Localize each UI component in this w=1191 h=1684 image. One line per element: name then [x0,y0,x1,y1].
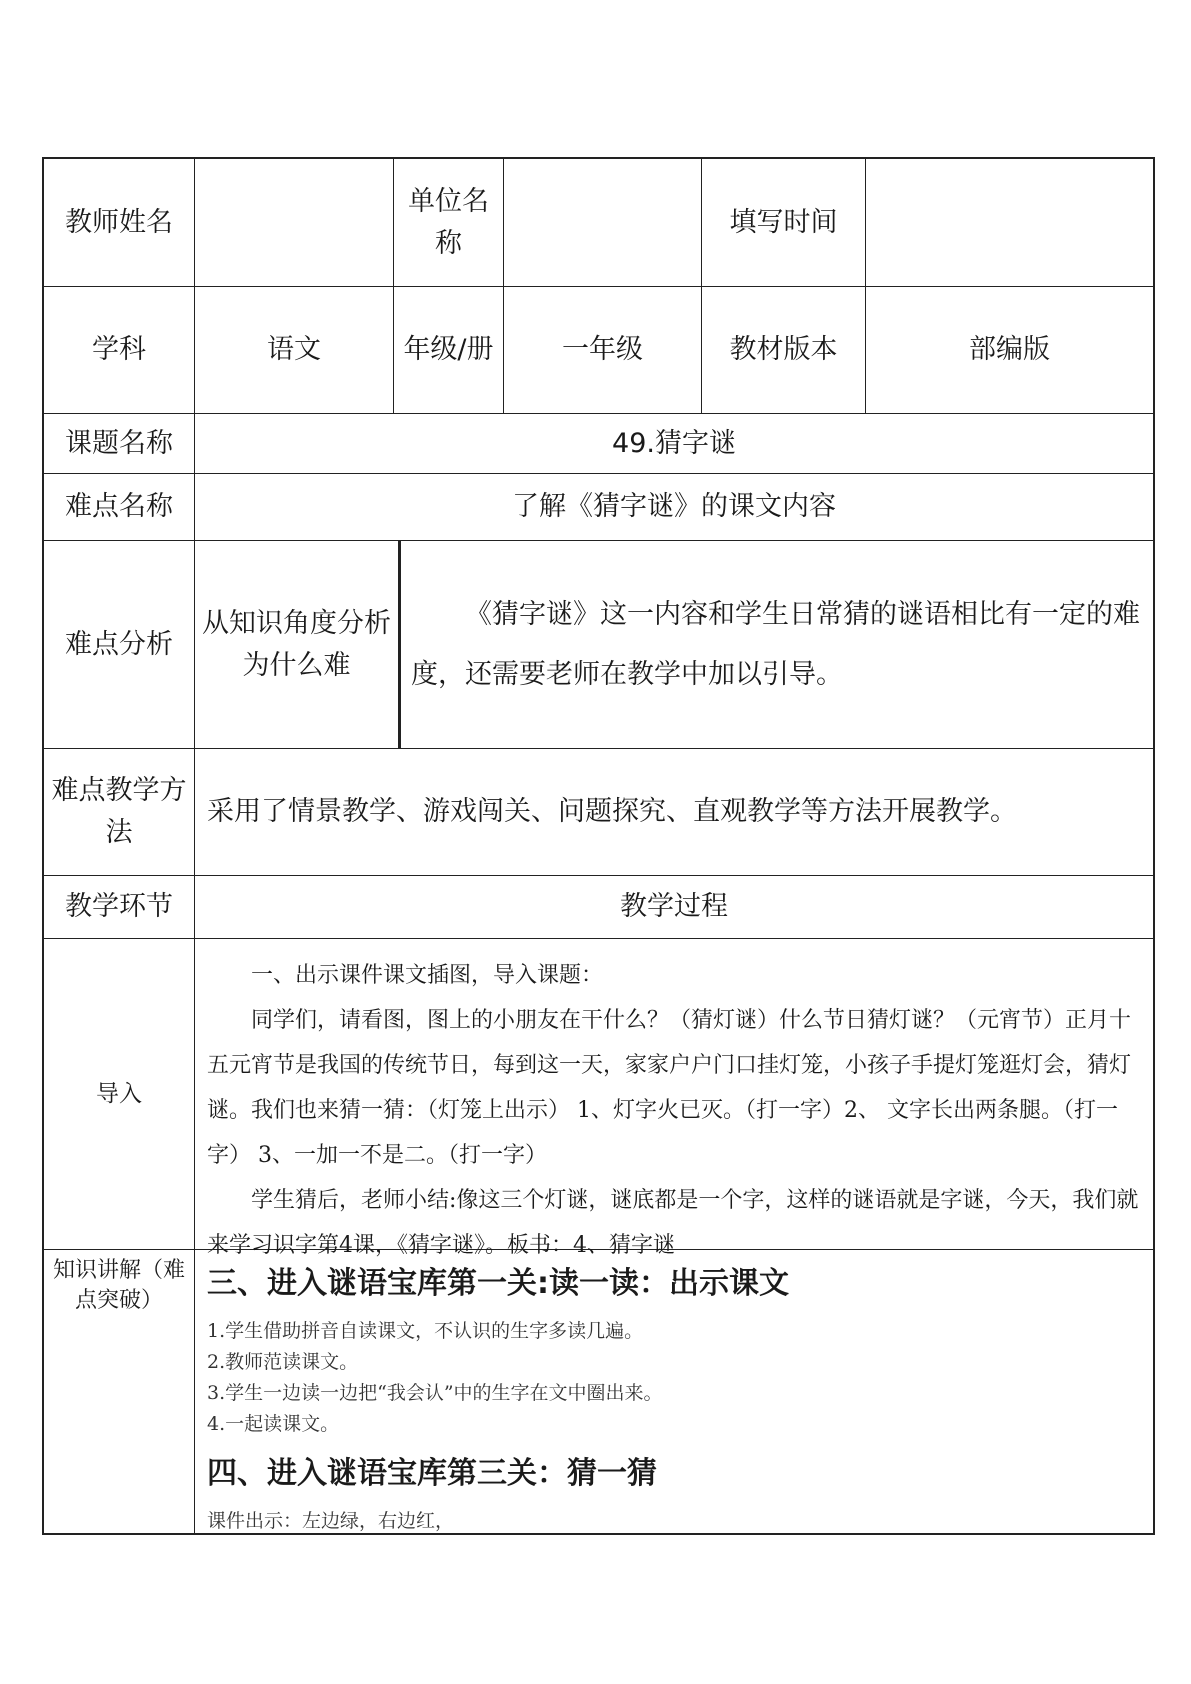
intro-label: 导入 [44,939,195,1249]
knowledge-step: 3.学生一边读一边把“我会认”中的生字在文中圈出来。 [207,1382,663,1404]
process-label: 教学过程 [620,891,728,922]
lesson-title-value: 49.猜字谜 [612,427,736,459]
analysis-paragraph: 《猜字谜》这一内容和学生日常猜的谜语相比有一定的难度，还需要老师在教学中加以引导。 [411,598,1140,690]
method-text: 采用了情景教学、游戏闯关、问题探究、直观教学等方法开展教学。 [207,796,1017,827]
unit-name-value[interactable] [504,159,702,286]
grade-label: 年级/册 [394,287,504,413]
method-label: 难点教学方法 [44,749,195,875]
row-difficulty-name [44,474,1153,541]
stage-label: 教学环节 [44,876,195,938]
knowledge-content [195,1250,1153,1533]
difficulty-value: 了解《猜字谜》的课文内容 [512,491,836,522]
intro-paragraph-1: 一、出示课件课文插图，导入课题： [251,963,604,988]
analysis-text [401,541,1153,748]
row-subject-info [44,287,1153,414]
teacher-name-label: 教师姓名 [44,159,195,286]
row-knowledge [44,1250,1153,1535]
intro-content [195,939,1153,1258]
row-teacher-info [44,159,1153,287]
row-difficulty-analysis [44,541,1153,749]
knowledge-step: 1.学生借助拼音自读课文，不认识的生字多读几遍。 [207,1320,644,1342]
row-lesson-title [44,414,1153,474]
intro-paragraph-2: 同学们，请看图，图上的小朋友在干什么？（猜灯谜）什么节日猜灯谜？（元宵节）正月十五元宵节是我国的传统节日，每到这一天，家家户户门口挂灯笼，小孩子手提灯笼逛灯会，猜灯谜。我们也来猜一猜：（灯笼上出示） 1、灯字火已灭。（打一字）2、 文字长出两条腿。（打一字） 3、一加一不是二。（打一字） [207,1008,1132,1168]
grade-value: 一年级 [504,287,702,413]
textbook-label: 教材版本 [702,287,866,413]
knowledge-step: 4.一起读课文。 [207,1413,340,1435]
textbook-value: 部编版 [969,334,1050,365]
teacher-name-value[interactable] [195,159,394,286]
difficulty-label: 难点名称 [44,474,195,540]
analysis-sub-label: 从知识角度分析为什么难 [195,541,401,748]
row-process-header [44,876,1153,939]
unit-name-label: 单位名称 [394,159,504,286]
row-teaching-method [44,749,1153,876]
intro-paragraph-3: 学生猜后，老师小结:像这三个灯谜，谜底都是一个字，这样的谜语就是字谜，今天，我们就来学习识字第4课，《猜字谜》。板书：4、猜字谜 [207,1188,1139,1258]
subject-label: 学科 [44,287,195,413]
knowledge-heading-2: 四、进入谜语宝库第三关：猜一猜 [207,1456,657,1491]
lesson-plan-table [42,157,1155,1535]
subject-value: 语文 [195,287,394,413]
knowledge-label: 知识讲解（难点突破） [44,1250,195,1533]
row-intro [44,939,1153,1258]
knowledge-step: 2.教师范读课文。 [207,1351,359,1373]
fill-time-value[interactable] [866,159,1153,286]
analysis-label: 难点分析 [44,541,195,748]
knowledge-heading-1: 三、进入谜语宝库第一关:读一读：出示课文 [207,1266,789,1301]
lesson-title-label: 课题名称 [44,414,195,473]
fill-time-label: 填写时间 [702,159,866,286]
courseware-text: 课件出示：左边绿，右边红， [207,1510,455,1532]
